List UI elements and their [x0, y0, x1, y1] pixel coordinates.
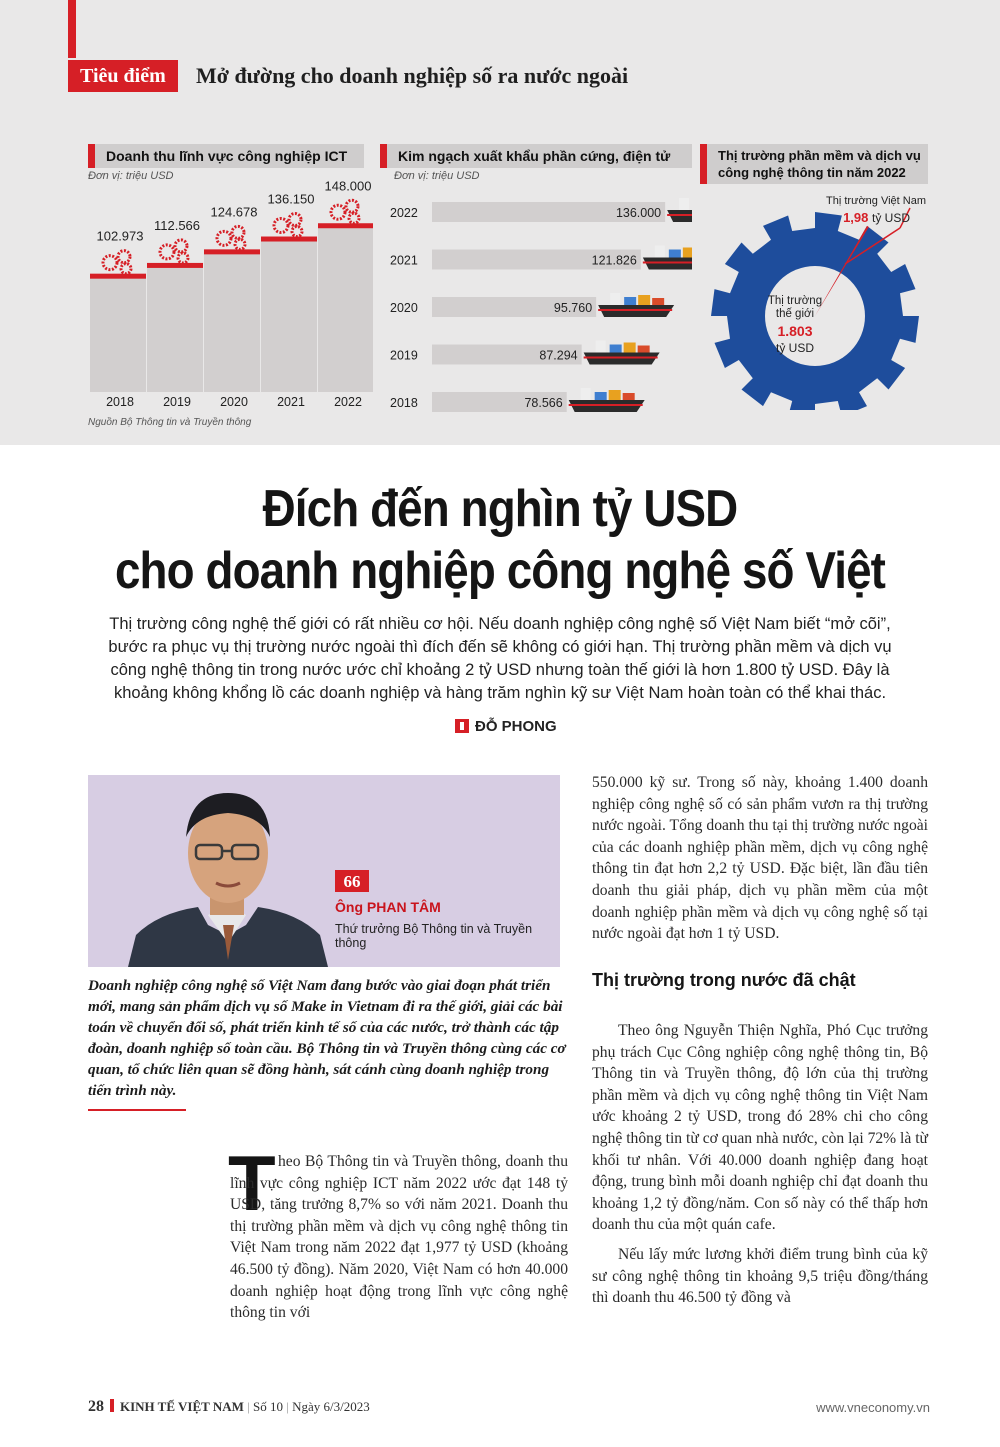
y-tick-label: 2021 — [390, 253, 418, 268]
slice-value-world: 1.803 — [777, 323, 813, 339]
ship-icon — [569, 388, 645, 412]
ship-stripe — [569, 404, 643, 406]
page-number: 28 — [88, 1398, 104, 1415]
x-tick-label: 2020 — [220, 395, 248, 409]
gears-icon — [103, 251, 131, 274]
headline-line-1: Đích đến nghìn tỷ USD — [262, 480, 738, 538]
container — [623, 393, 635, 400]
y-tick-label: 2018 — [390, 396, 418, 410]
gears-icon — [160, 240, 188, 263]
slice-label-world-2: thế giới — [775, 308, 815, 320]
issue-date: Ngày 6/3/2023 — [292, 1399, 370, 1414]
gear-icon — [349, 213, 359, 223]
gear-icon — [217, 231, 231, 245]
portrait-photo — [128, 775, 328, 967]
bar-value-label: 78.566 — [524, 396, 563, 410]
infographic-band — [0, 0, 1000, 445]
drop-cap: T — [228, 1139, 276, 1227]
paragraph-1: heo Bộ Thông tin và Truyền thông, doanh thu lĩnh vực công nghiệp ICT năm 2022 ước đạt 148 tỷ USD, tăng trưởng 8,7% so với năm 2021. Doanh thu thị trường phần mềm và dịch vụ công nghệ thông tin Việt Nam trong năm 2022 đạt 1,977 tỷ USD (khoảng 46.500 tỷ đồng). Năm 2020, Việt Nam có hơn 40.000 doanh nghiệp hoạt động trong lĩnh vực công nghệ thông tin với — [230, 1153, 568, 1322]
author-name: ĐỖ PHONG — [475, 718, 557, 735]
gear-icon — [346, 200, 358, 212]
bar-value-label: 121.826 — [591, 253, 637, 268]
ship-bridge — [655, 246, 665, 258]
bar — [261, 240, 317, 392]
ship-bridge — [581, 388, 591, 400]
y-tick-label: 2020 — [390, 301, 418, 315]
y-tick-label: 2019 — [390, 348, 418, 363]
ship-stripe — [667, 214, 692, 216]
gears-icon — [217, 226, 245, 249]
paragraph-3: Nếu lấy mức lương khởi điểm trung bình của kỹ sư công nghệ thông tin khoảng 9,5 triệu đồng/tháng thì doanh thu 46.500 tỷ đồng và — [592, 1245, 928, 1307]
gears-icon — [274, 214, 302, 237]
slice-label-world-1: Thị trường — [767, 295, 823, 307]
slice-label-vietnam: Thị trường Việt Nam — [826, 195, 926, 207]
gear-icon — [232, 226, 244, 238]
bar-cap — [204, 249, 260, 254]
gear-icon — [235, 239, 245, 249]
gear-icon — [331, 205, 345, 219]
body-column-right-2 — [592, 1020, 928, 1309]
slice-unit-world: tỷ USD — [775, 341, 815, 355]
chart-ict-unit: Đơn vị: triệu USD — [88, 170, 174, 182]
gear-icon — [160, 245, 174, 259]
bar-value-label: 124.678 — [210, 204, 258, 220]
bar-value-label: 136.150 — [267, 191, 315, 207]
chart-hardware-export — [380, 180, 692, 416]
pen-icon — [455, 719, 469, 733]
bar — [90, 277, 146, 392]
section-title: Mở đường cho doanh nghiệp số ra nước ngoài — [196, 63, 629, 88]
gear-icon — [175, 240, 187, 252]
gear-icon — [292, 227, 302, 237]
footer-mark — [110, 1399, 114, 1412]
ship-icon — [667, 198, 692, 222]
gear-icon — [118, 251, 130, 263]
paragraph-1-continued: 550.000 kỹ sư. Trong số này, khoảng 1.400 doanh nghiệp công nghệ số có sản phẩm vươn ra thị trường nước ngoài. Tổng doanh thu tại thị trường nước ngoài của các doanh nghiệp phần mềm, dịch vụ công nghệ thông tin đạt hơn 2,2 tỷ USD. Đặc biệt, lần đầu tiên doanh thu giải pháp, dịch vụ phần mềm của một doanh nghiệp phần mềm và dịch vụ công nghệ số tại nước ngoài đạt hơn 1 tỷ USD. — [592, 774, 928, 943]
ship-bridge — [610, 293, 620, 305]
container — [624, 297, 636, 305]
chart-ict-title: Doanh thu lĩnh vực công nghiệp ICT — [88, 144, 364, 168]
body-column-left — [230, 1151, 568, 1324]
ship-bridge — [679, 198, 689, 210]
container — [683, 248, 692, 258]
bar-value-label: 148.000 — [324, 180, 372, 194]
container — [609, 390, 621, 400]
bar-value-label: 102.973 — [96, 228, 144, 244]
lede: Thị trường công nghệ thế giới có rất nhiều cơ hội. Nếu doanh nghiệp công nghệ số Việt Nam biết “mở cõi”, bước ra phục vụ thị trường nước ngoài thì đích đến sẽ không có giới hạn. Thị trường phần mềm và dịch vụ công nghệ thông tin trong nước ước chỉ khoảng 2 tỷ USD nhưng toàn thế giới là hơn 1.800 tỷ USD. Đây là khoảng không khổng lồ các doanh nghiệp và hàng trăm nghìn kỹ sư Việt Nam hoàn toàn có thể khai thác. — [108, 615, 892, 702]
ship-icon — [584, 341, 660, 365]
container — [610, 345, 622, 353]
value: 1,98 — [843, 210, 872, 225]
ship-bridge — [596, 341, 606, 353]
bar — [147, 266, 203, 392]
x-tick-label: 2022 — [334, 395, 362, 409]
gear-icon — [274, 219, 288, 233]
gear-icon — [178, 253, 188, 263]
container — [595, 392, 607, 400]
container — [652, 298, 664, 305]
magazine-name: KINH TẾ VIỆT NAM — [120, 1399, 244, 1414]
portrait-card — [88, 775, 560, 967]
bar-value-label: 136.000 — [615, 206, 662, 220]
subheading: Thị trường trong nước đã chật — [592, 970, 856, 990]
slice-value-vietnam — [843, 210, 910, 225]
chart-ict-source: Nguồn Bộ Thông tin và Truyền thông — [88, 417, 252, 428]
bar — [318, 226, 373, 392]
x-tick-label: 2021 — [277, 395, 305, 409]
quote-rule — [88, 1109, 186, 1111]
chart-software-market — [700, 188, 940, 410]
bar-value-label: 95.760 — [553, 301, 593, 315]
section-tag: Tiêu điểm — [68, 60, 178, 92]
x-tick-label: 2019 — [163, 395, 191, 409]
bar-cap — [147, 263, 203, 268]
person-name: Ông PHAN TÂM — [335, 899, 441, 915]
body-column-right — [592, 772, 928, 945]
pull-quote: Doanh nghiệp công nghệ số Việt Nam đang bước vào giai đoạn phát triển mới, mang sản phẩm dịch vụ số Make in Vietnam đi ra thế giới, giải các bài toán về chuyển đổi số, phát triển kinh tế số của các nước, trở thành các tập đoàn, doanh nghiệp số toàn cầu. Bộ Thông tin và Truyền thông cùng các cơ quan, tổ chức liên quan sẽ đồng hành, sát cánh cùng doanh nghiệp trong tiến trình này. — [88, 977, 566, 1099]
issue-number: Số 10 — [253, 1399, 283, 1414]
ship-stripe — [643, 262, 692, 264]
ship-icon — [643, 246, 692, 270]
headline — [60, 478, 940, 602]
bar-cap — [90, 274, 146, 279]
container — [638, 346, 650, 353]
chart-export-unit: Đơn vị: triệu USD — [394, 170, 480, 182]
bar-cap — [318, 223, 373, 228]
gear-icon — [103, 256, 117, 270]
unit: tỷ USD — [871, 211, 910, 225]
ship-stripe — [598, 309, 672, 311]
bar — [204, 252, 260, 392]
x-tick-label: 2018 — [106, 395, 134, 409]
footer-folio: 28 KINH TẾ VIỆT NAM | Số 10 | Ngày 6/3/2023 — [88, 1398, 370, 1415]
person-role: Thứ trưởng Bộ Thông tin và Truyền thông — [335, 922, 533, 950]
svg-text:66: 66 — [343, 872, 361, 891]
byline — [455, 718, 557, 735]
ship-icon — [598, 293, 674, 317]
gear-icon — [121, 264, 131, 274]
accent-bar — [68, 0, 76, 58]
chart-software-title: Thị trường phần mềm và dịch vụ công nghệ thông tin năm 2022 — [700, 144, 928, 184]
bar-cap — [261, 237, 317, 242]
container — [638, 295, 650, 305]
y-tick-label: 2022 — [390, 206, 418, 220]
bar-value-label: 87.294 — [539, 348, 578, 363]
headline-line-2: cho doanh nghiệp công nghệ số Việt — [114, 542, 886, 600]
chart-ict-revenue — [88, 180, 373, 412]
container — [624, 343, 636, 353]
ship-stripe — [584, 357, 658, 359]
chart-export-title: Kim ngạch xuất khẩu phần cứng, điện tử — [380, 144, 692, 168]
container — [669, 250, 681, 258]
bar-value-label: 112.566 — [153, 217, 201, 233]
gears-icon — [331, 200, 359, 223]
paragraph-2: Theo ông Nguyễn Thiện Nghĩa, Phó Cục trưởng phụ trách Cục Công nghiệp công nghệ thông tin, Bộ Thông tin và Truyền thông, độ lớn của thị trường phần mềm và dịch vụ công nghệ thông tin Việt Nam ước khoảng 2 tỷ USD, trong đó 28% chi cho công nghệ thông tin từ cơ quan nhà nước, còn lại 72% là từ khối tư nhân. Với 40.000 doanh nghiệp đang hoạt động, trung bình mỗi doanh nghiệp chỉ đạt doanh thu khoảng 1,2 tỷ đồng/năm. Con số này có thể thấp hơn doanh thu của một quán cafe. — [592, 1022, 928, 1234]
gear-icon — [289, 214, 301, 226]
quote-logo-icon — [335, 870, 369, 892]
website-link[interactable]: www.vneconomy.vn — [816, 1400, 930, 1415]
